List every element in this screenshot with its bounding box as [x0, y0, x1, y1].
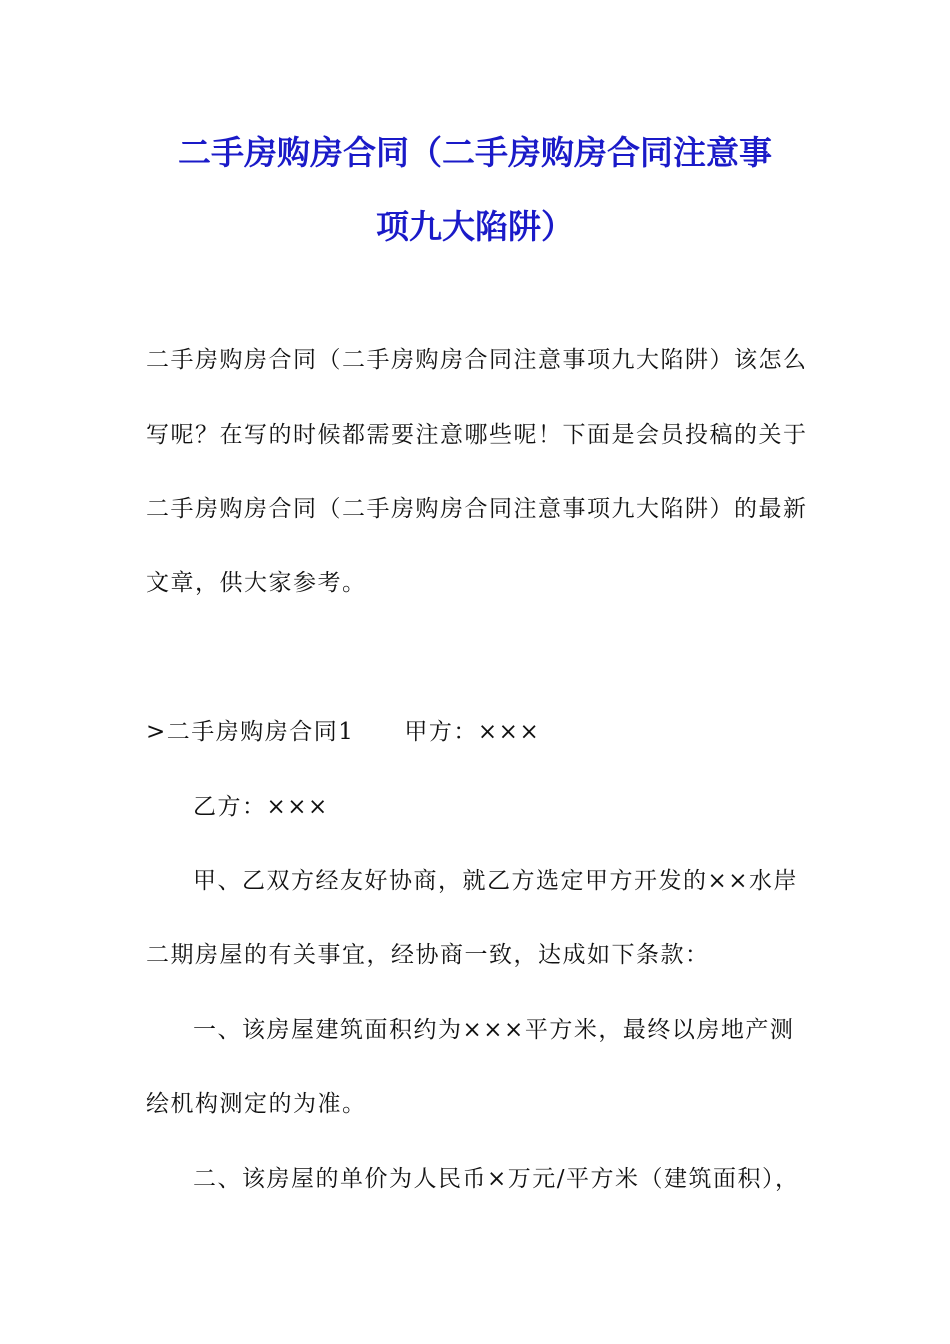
party-b: 乙方：×××	[193, 794, 329, 820]
clause-1-line-2: 绘机构测定的为准。	[146, 1091, 367, 1117]
paragraph-1-line-2: 二期房屋的有关事宜，经协商一致，达成如下条款：	[146, 942, 710, 968]
intro-line-1: 二手房购房合同（二手房购房合同注意事项九大陷阱）该怎么	[146, 347, 808, 373]
contract-heading: >二手房购房合同1	[146, 719, 355, 745]
intro-line-2: 写呢？在写的时候都需要注意哪些呢！下面是会员投稿的关于	[146, 422, 808, 448]
party-a: 甲方：×××	[404, 719, 541, 745]
intro-line-3: 二手房购房合同（二手房购房合同注意事项九大陷阱）的最新	[146, 496, 808, 522]
document-title-line-1: 二手房购房合同（二手房购房合同注意事	[178, 133, 772, 172]
clause-2-line-1: 二、该房屋的单价为人民币×万元/平方米（建筑面积），	[193, 1166, 800, 1192]
clause-1-line-1: 一、该房屋建筑面积约为×××平方米，最终以房地产测	[193, 1017, 795, 1043]
document-title-line-2: 项九大陷阱）	[376, 207, 574, 246]
contract-heading-row	[146, 717, 540, 747]
paragraph-1-line-1: 甲、乙双方经友好协商，就乙方选定甲方开发的××水岸	[193, 868, 799, 894]
intro-line-4: 文章，供大家参考。	[146, 570, 367, 596]
